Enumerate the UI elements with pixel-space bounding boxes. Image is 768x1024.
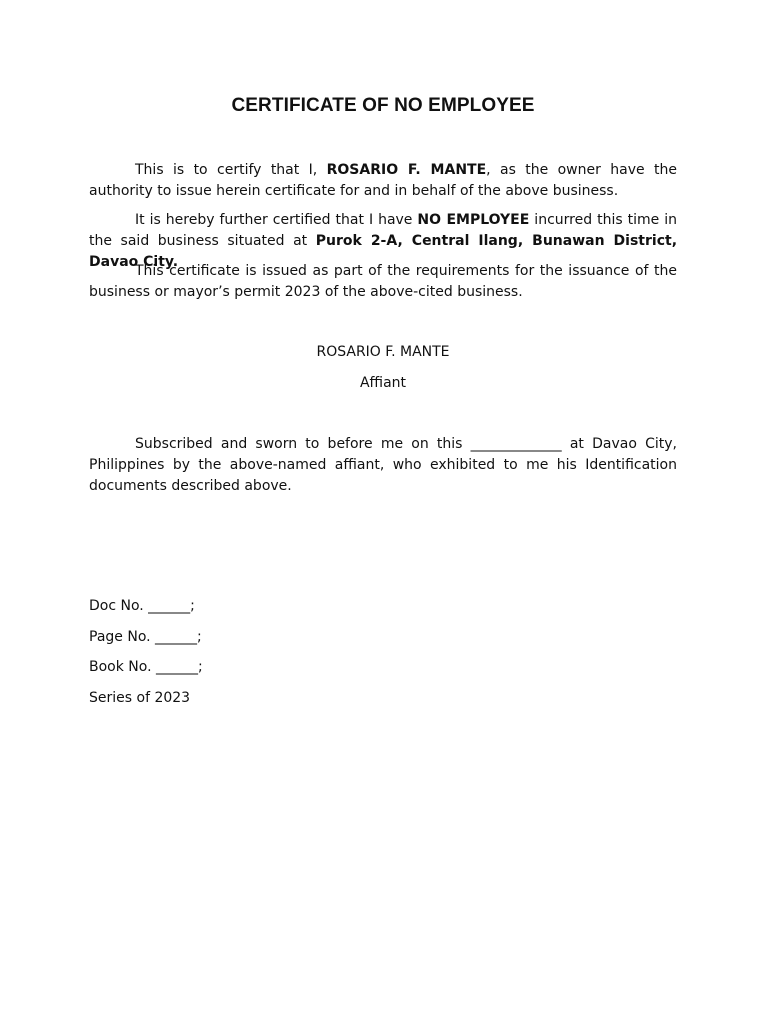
series-year: Series of 2023 <box>89 690 191 706</box>
paragraph2-mid: incurred this time in the said business situated at <box>89 212 678 249</box>
affiant-label: Affiant <box>359 375 407 391</box>
owner-name: ROSARIO F. MANTE <box>326 162 487 178</box>
paragraph1-pre: This is to certify that I, <box>135 162 327 178</box>
book-number: Book No. ______; <box>89 659 203 675</box>
no-employee-emphasis: NO EMPLOYEE <box>417 212 530 228</box>
jurat-paragraph: Subscribed and sworn to before me on this _____________ at Davao City, Philippines by the above-named affiant, who exhibited to me his Identification documents described above. <box>89 436 677 494</box>
certification-paragraph <box>89 160 677 202</box>
document-title: CERTIFICATE OF NO EMPLOYEE <box>231 95 535 116</box>
business-address: Purok 2-A, Central Ilang, Bunawan District, Davao City. <box>89 233 678 270</box>
paragraph2-pre: It is hereby further certified that I have <box>135 212 418 228</box>
purpose-paragraph: This certificate is issued as part of the requirements for the issuance of the business or mayor’s permit 2023 of the above-cited business. <box>89 263 677 300</box>
doc-number: Doc No. ______; <box>89 598 195 614</box>
paragraph1-post: , as the owner have the authority to issue herein certificate for and in behalf of the above business. <box>89 162 677 199</box>
affiant-name: ROSARIO F. MANTE <box>316 344 450 360</box>
page-number: Page No. ______; <box>89 629 202 645</box>
